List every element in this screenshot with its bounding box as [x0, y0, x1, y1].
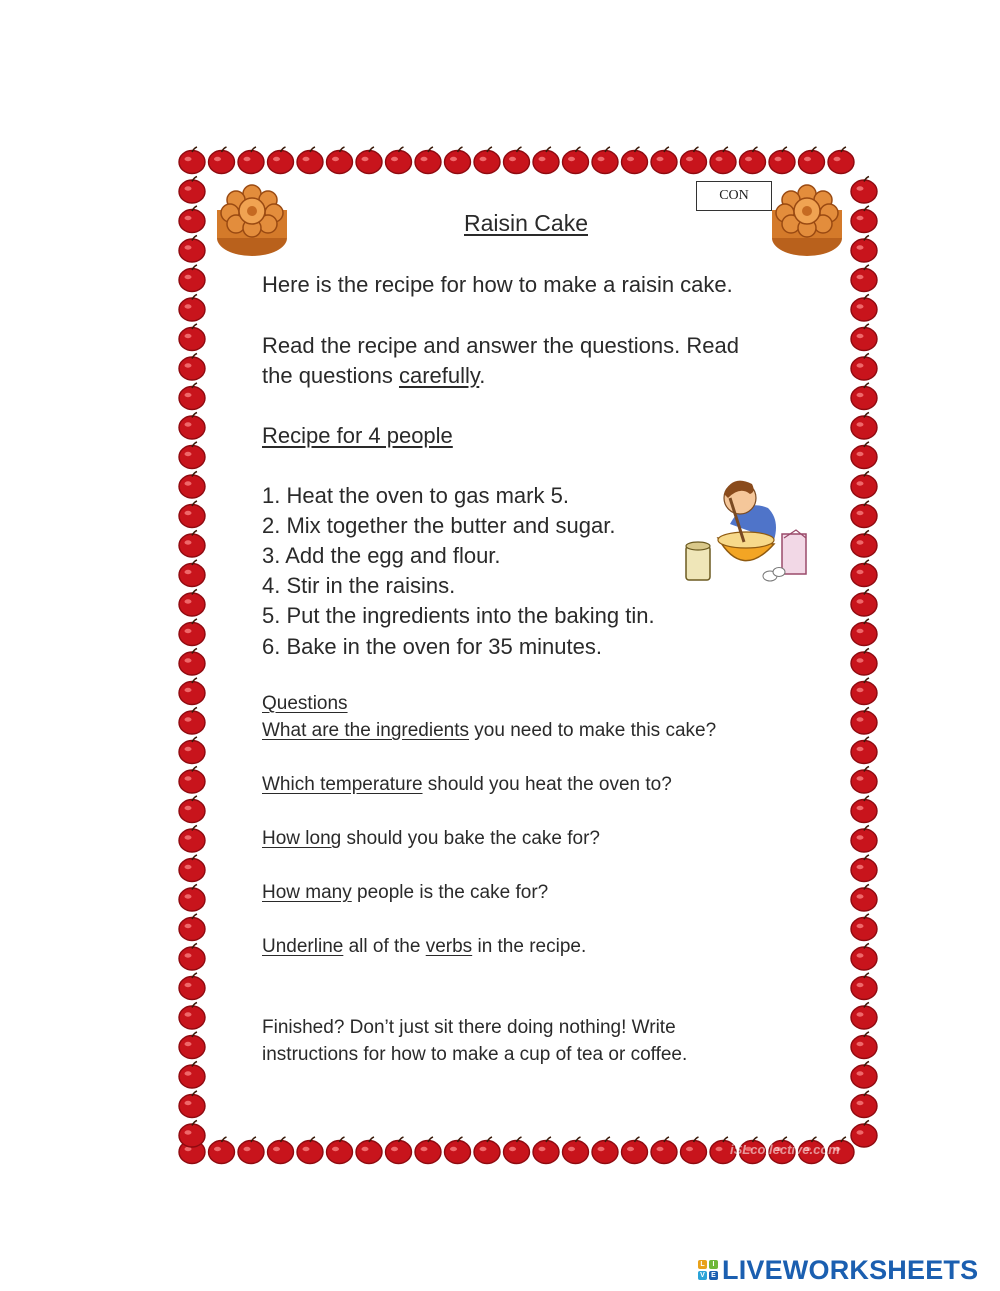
instruction-line-2 [262, 363, 485, 389]
apple-border-icon [851, 590, 877, 617]
apple-border-icon [179, 413, 205, 440]
liveworksheets-logo-icon [698, 1260, 718, 1280]
apple-border-icon [179, 973, 205, 1000]
apple-border-icon [622, 147, 648, 174]
apple-border-icon [386, 147, 412, 174]
apple-border-icon [563, 1137, 589, 1164]
apple-border-icon [851, 737, 877, 764]
extension-line-2: instructions for how to make a cup of tea or coffee. [262, 1044, 688, 1065]
logo-letter: L [698, 1260, 707, 1269]
task-end: in the recipe. [472, 936, 587, 957]
apple-border-icon [179, 796, 205, 823]
apple-border-icon [851, 914, 877, 941]
apple-border-icon [851, 206, 877, 233]
extension-line-1: Finished? Don’t just sit there doing nothing! Write [262, 1017, 676, 1038]
recipe-step: 6. Bake in the oven for 35 minutes. [262, 634, 602, 659]
question-item [262, 720, 716, 742]
apple-border-icon [851, 796, 877, 823]
apple-border-icon [415, 1137, 441, 1164]
apple-border-icon [445, 1137, 471, 1164]
apple-border-icon [563, 147, 589, 174]
apple-border-icon [179, 1003, 205, 1030]
apple-border-icon [533, 147, 559, 174]
apple-border-icon [851, 1032, 877, 1059]
logo-letter: E [709, 1271, 718, 1280]
apple-border-icon [504, 147, 530, 174]
apple-border-icon [327, 1137, 353, 1164]
recipe-heading: Recipe for 4 people [262, 423, 453, 448]
apple-border-icon [238, 147, 264, 174]
apple-border-icon [474, 147, 500, 174]
brand-name: LIVEWORKSHEETS [722, 1254, 979, 1285]
apple-border-icon [179, 442, 205, 469]
apple-border-icon [851, 236, 877, 263]
apple-border-icon [179, 826, 205, 853]
apple-border-icon [851, 1121, 877, 1148]
apple-border-icon [179, 590, 205, 617]
apple-border-icon [209, 147, 235, 174]
task-mid: all of the [343, 936, 426, 957]
apple-border-icon [179, 383, 205, 410]
apple-border-icon [851, 177, 877, 204]
apple-border-icon [851, 531, 877, 558]
apple-border-icon [828, 147, 854, 174]
apple-border-icon [851, 649, 877, 676]
apple-border-icon [179, 855, 205, 882]
logo-letter: I [709, 1260, 718, 1269]
apple-border-icon [386, 1137, 412, 1164]
apple-border-icon [179, 1121, 205, 1148]
apple-border-icon [851, 1062, 877, 1089]
apple-border-icon [179, 236, 205, 263]
apple-border-icon [710, 147, 736, 174]
apple-border-icon [179, 767, 205, 794]
apple-border-icon [445, 147, 471, 174]
apple-border-icon [851, 295, 877, 322]
apple-border-icon [327, 147, 353, 174]
apple-border-icon [238, 1137, 264, 1164]
question-emphasis: What are the ingredients [262, 720, 470, 741]
apple-border-icon [179, 206, 205, 233]
apple-border-icon [851, 472, 877, 499]
apple-border-icon [851, 708, 877, 735]
apple-border-icon [179, 1091, 205, 1118]
apple-border-icon [851, 855, 877, 882]
apple-border-icon [179, 885, 205, 912]
apple-border-icon [179, 147, 205, 174]
recipe-step: 1. Heat the oven to gas mark 5. [262, 483, 569, 508]
apple-border-icon [851, 265, 877, 292]
apple-border-icon [851, 413, 877, 440]
apple-border-icon [297, 1137, 323, 1164]
apple-border-icon [179, 265, 205, 292]
apple-border-icon [851, 826, 877, 853]
apple-border-icon [592, 1137, 618, 1164]
apple-border-icon [533, 1137, 559, 1164]
watermark-text: iSLcollective.com [730, 1142, 840, 1157]
class-code-box: CON [696, 181, 772, 211]
apple-border-icon [851, 944, 877, 971]
apple-border-icon [179, 472, 205, 499]
question-item [262, 882, 548, 904]
task-emphasis-underline: Underline [262, 936, 344, 957]
questions-heading: Questions [262, 693, 348, 714]
apple-border-icon [179, 295, 205, 322]
question-emphasis: How long [262, 828, 342, 849]
apple-border-icon [681, 147, 707, 174]
apple-border-icon [851, 767, 877, 794]
apple-border-icon [851, 973, 877, 1000]
apple-border-icon [297, 147, 323, 174]
apple-border-icon [851, 354, 877, 381]
apple-border-icon [179, 531, 205, 558]
apple-border-icon [651, 147, 677, 174]
apple-border-icon [851, 383, 877, 410]
apple-border-icon [592, 147, 618, 174]
apple-border-icon [179, 1062, 205, 1089]
question-rest: should you bake the cake for? [341, 828, 601, 849]
apple-border-icon [504, 1137, 530, 1164]
apple-border-icon [179, 914, 205, 941]
apple-border-icon [769, 147, 795, 174]
question-rest: people is the cake for? [351, 882, 549, 903]
apple-border-icon [179, 501, 205, 528]
apple-border-icon [209, 1137, 235, 1164]
apple-border-icon [415, 147, 441, 174]
apple-border-icon [851, 1003, 877, 1030]
apple-border-icon [622, 1137, 648, 1164]
question-emphasis: How many [262, 882, 352, 903]
apple-border-icon [268, 1137, 294, 1164]
instruction-line-2-post: . [479, 363, 486, 388]
apple-border-icon [681, 1137, 707, 1164]
question-rest: should you heat the oven to? [422, 774, 672, 795]
carefully-emphasis: carefully [398, 363, 480, 388]
question-emphasis: Which temperature [262, 774, 423, 795]
apple-border-icon [851, 619, 877, 646]
mooncake-right-image [768, 180, 846, 260]
apple-border-icon [851, 560, 877, 587]
intro-text: Here is the recipe for how to make a raisin cake. [262, 272, 733, 297]
worksheet-title: Raisin Cake [464, 210, 588, 236]
logo-letter: V [698, 1271, 707, 1280]
question-rest: you need to make this cake? [469, 720, 717, 741]
apple-border-icon [179, 708, 205, 735]
apple-border-icon [799, 147, 825, 174]
apple-border-icon [179, 649, 205, 676]
instruction-line-1: Read the recipe and answer the questions. Read [262, 333, 739, 358]
apple-border-icon [179, 324, 205, 351]
apple-border-icon [851, 324, 877, 351]
apple-border-icon [179, 678, 205, 705]
apple-border-icon [179, 560, 205, 587]
apple-border-icon [356, 1137, 382, 1164]
instruction-line-2-pre: the questions [262, 363, 399, 388]
task-emphasis-verbs: verbs [425, 936, 473, 957]
recipe-step: 5. Put the ingredients into the baking tin. [262, 603, 655, 628]
apple-border-icon [179, 944, 205, 971]
question-item [262, 828, 600, 850]
apple-border-icon [851, 1091, 877, 1118]
apple-border-icon [851, 442, 877, 469]
apple-border-icon [356, 147, 382, 174]
apple-border-icon [179, 737, 205, 764]
apple-border-icon [268, 147, 294, 174]
apple-border-icon [740, 147, 766, 174]
apple-border-icon [474, 1137, 500, 1164]
liveworksheets-brand[interactable] [698, 1254, 978, 1286]
apple-border-icon [851, 501, 877, 528]
apple-border-icon [179, 619, 205, 646]
apple-border-icon [651, 1137, 677, 1164]
child-baking-image [682, 468, 812, 583]
apple-border-icon [851, 678, 877, 705]
question-item [262, 774, 672, 796]
recipe-step: 4. Stir in the raisins. [262, 573, 456, 598]
mooncake-left-image [213, 180, 291, 260]
recipe-step: 2. Mix together the butter and sugar. [262, 513, 616, 538]
apple-border-icon [851, 885, 877, 912]
underline-task [262, 936, 586, 958]
apple-border-icon [179, 177, 205, 204]
apple-border-icon [179, 1032, 205, 1059]
apple-border-icon [179, 354, 205, 381]
recipe-step: 3. Add the egg and flour. [262, 543, 501, 568]
